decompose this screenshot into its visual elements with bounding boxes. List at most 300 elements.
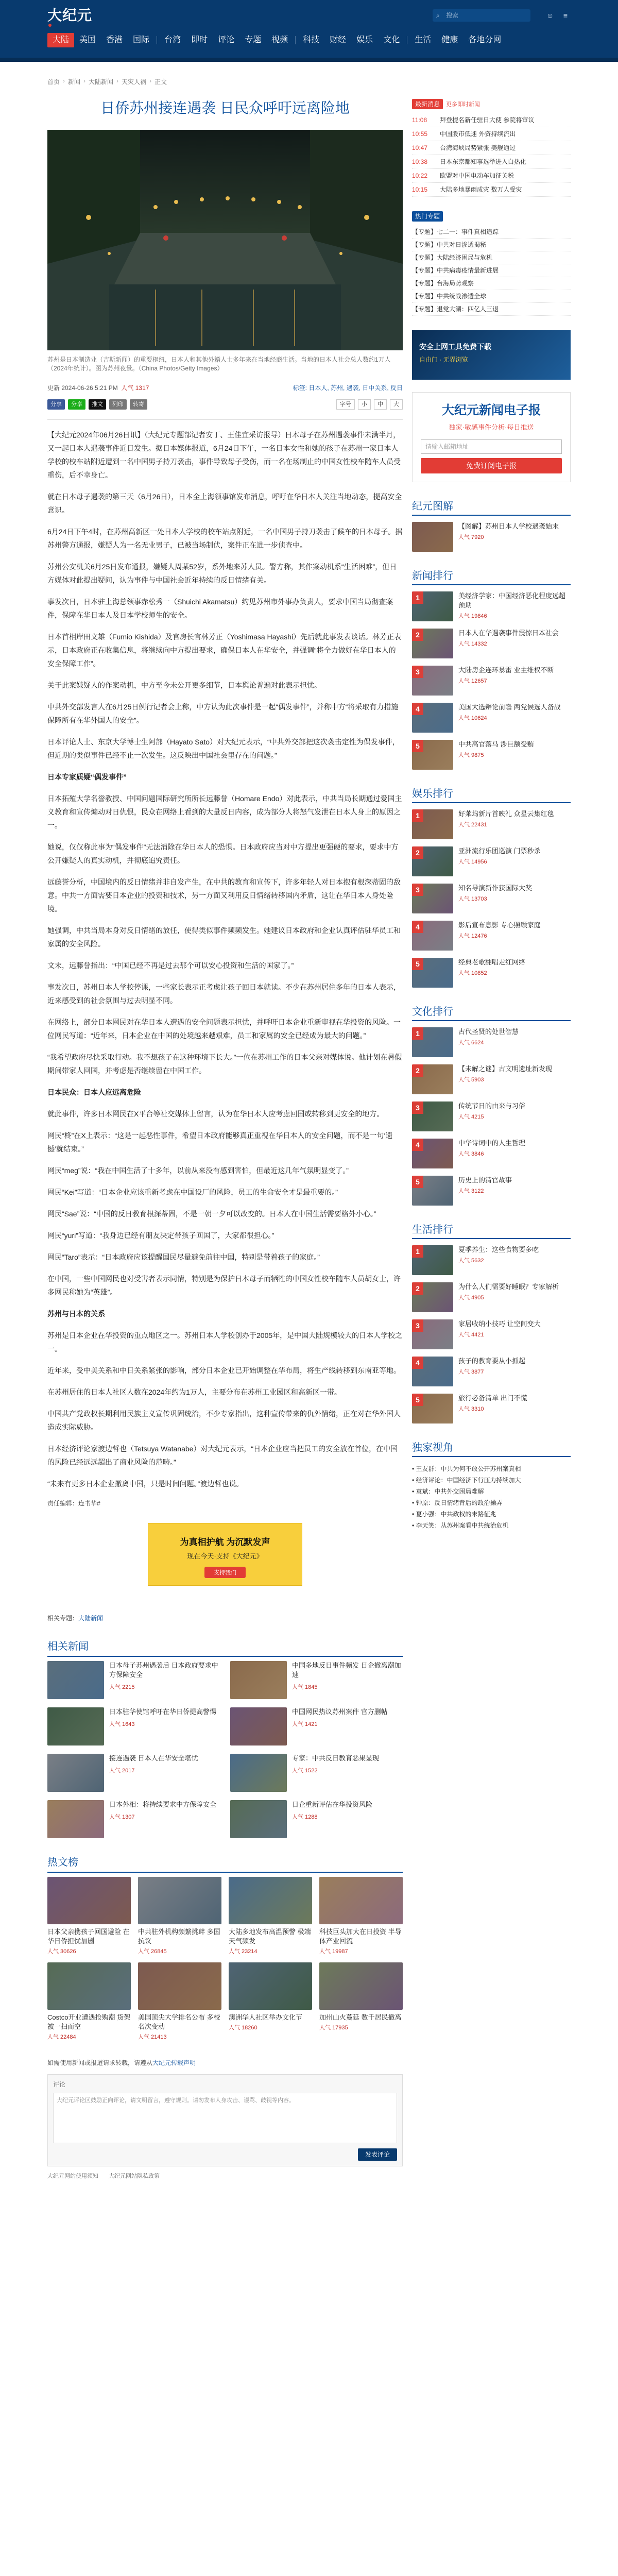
related-item[interactable] [47, 1661, 220, 1699]
breadcrumb-item: 正文 [154, 78, 167, 86]
thumbnail-image[interactable] [412, 1319, 453, 1349]
article-paragraph: 网民“meg”说：“我在中国生活了十多年，以前从来没有感到害怕，但最近这几年气氛明显变了。” [47, 1166, 349, 1175]
rank-text [458, 921, 541, 940]
related-title[interactable]: 日本母子苏州遇袭后 日本政府要求中方保障安全 [109, 1662, 218, 1679]
article-meta [47, 383, 403, 393]
dujia-item[interactable]: • 经济评论：中国经济下行压力持续加大 [412, 1477, 521, 1484]
rank-number: 2 [412, 846, 423, 859]
related-item[interactable] [230, 1661, 403, 1699]
rank-item[interactable] [412, 522, 571, 552]
breaking-item[interactable] [412, 169, 571, 183]
rank-title[interactable]: 旅行必备清单 出门不慌 [458, 1394, 527, 1402]
nav-item[interactable]: 国际 [133, 36, 150, 44]
thumbnail-image[interactable] [47, 1800, 104, 1838]
site-header [0, 0, 618, 58]
related-item[interactable] [47, 1707, 220, 1745]
rank-views: 人气 10624 [458, 715, 487, 721]
related-title[interactable]: 日企重新评估在华投资风险 [292, 1801, 373, 1808]
nav-item[interactable]: 专题 [245, 36, 262, 44]
nav-item[interactable]: 美国 [79, 36, 96, 44]
related-views: 人气 1845 [292, 1684, 318, 1690]
rank-number: 3 [412, 1319, 423, 1332]
breadcrumb-item[interactable]: 大陆新闻 [89, 78, 114, 86]
related-views: 人气 1307 [109, 1814, 135, 1820]
thumbnail-image[interactable] [319, 1962, 403, 2010]
nav-item[interactable]: 香港 [106, 36, 123, 44]
share-button[interactable]: 推文 [89, 399, 106, 410]
breaking-time: 10:38 [412, 158, 428, 165]
hot-title[interactable]: 澳洲华人社区举办文化节 [229, 2013, 303, 2021]
article-paragraph: 中共外交部发言人在6月25日例行记者会上称，中方认为此次事件是一起“偶发事件”，并称中方“将采取有力措施保障所有在华外国人的安全”。 [47, 703, 399, 724]
comment-section [47, 2074, 403, 2166]
related-views: 人气 1288 [292, 1814, 318, 1820]
breaking-time: 10:47 [412, 144, 428, 151]
hot-list [47, 1877, 403, 2041]
nav-item[interactable]: 台湾 [164, 36, 181, 44]
thumbnail-image[interactable] [412, 1101, 453, 1131]
user-icon[interactable]: ☺ [546, 11, 554, 20]
rank-text [458, 666, 554, 685]
nav-item[interactable]: 各地分网 [468, 36, 502, 44]
thumbnail-image[interactable] [47, 1707, 104, 1745]
rank-title[interactable]: 中共高官落马 涉巨额受贿 [458, 740, 534, 748]
topic-list [412, 226, 571, 316]
thumbnail-image[interactable] [412, 921, 453, 951]
breadcrumb-item[interactable]: 新闻 [68, 78, 81, 86]
comment-textarea[interactable]: 大纪元评论区鼓励正向评论，请文明留言，遵守规则。请勿发布人身攻击、谩骂、歧视等内容。 [53, 2093, 397, 2143]
share-button[interactable]: 分享 [47, 399, 65, 410]
rank-text [458, 846, 541, 866]
hot-item[interactable] [319, 1877, 403, 1955]
rank-title[interactable]: 孩子的教育要从小抓起 [458, 1357, 526, 1365]
email-field[interactable]: 请输入邮箱地址 [421, 439, 562, 454]
thumbnail-image[interactable] [412, 1027, 453, 1057]
rank-title[interactable]: 好莱坞新片首映礼 众星云集红毯 [458, 810, 554, 818]
newsletter-box [412, 392, 571, 482]
article-paragraph: 网民“柊”在X上表示：“这是一起恶性事件，希望日本政府能够真正重视在华日本人的安全问题，而不是一句‘遗憾’就结束。” [47, 1131, 393, 1153]
topic-item[interactable]: 【专题】中共对日渗透揭秘 [412, 239, 571, 251]
rank-item[interactable] [412, 884, 571, 913]
thumbnail-image[interactable] [47, 1962, 131, 2010]
topic-item[interactable]: 【专题】中共统战渗透全球 [412, 290, 571, 303]
rank-text [458, 1319, 541, 1338]
article-paragraph: 日本经济评论家渡边哲也（Tetsuya Watanabe）对大纪元表示，“日本企业应当把员工的安全放在首位，在中国的风险已经远远超出了商业风险的范畴。” [47, 1445, 398, 1466]
support-line2: 现在今天·支持《大纪元》 [187, 1552, 263, 1560]
rank-views: 人气 4215 [458, 1114, 484, 1120]
rank-item[interactable] [412, 591, 571, 621]
thumbnail-image[interactable] [229, 1877, 312, 1924]
breaking-item[interactable] [412, 155, 571, 169]
nav-divider [295, 36, 296, 44]
source-link[interactable]: 大陆新闻 [78, 1615, 104, 1622]
rank-title[interactable]: 日本人在华遇袭事件震惊日本社会 [458, 629, 559, 637]
rank-number: 4 [412, 1357, 423, 1369]
thumbnail-image[interactable] [412, 1139, 453, 1168]
thumbnail-image[interactable] [230, 1707, 287, 1745]
hot-views: 人气 21413 [138, 2034, 167, 2040]
share-button[interactable]: 转寄 [130, 399, 147, 410]
related-title[interactable]: 日本驻华使馆呼吁在华日侨提高警惕 [109, 1708, 217, 1716]
thumbnail-image[interactable] [138, 1877, 221, 1924]
thumbnail-image[interactable] [412, 591, 453, 621]
related-list [47, 1661, 403, 1838]
nav-item[interactable]: 评论 [218, 36, 235, 44]
dujia-list [412, 1463, 571, 1531]
rank-item[interactable] [412, 1176, 571, 1206]
article-paragraph: 在苏州居住的日本人社区人数在2024年约为1万人，主要分布在苏州工业园区和高新区一带。 [47, 1388, 341, 1396]
breaking-title[interactable]: 台湾海峡局势紧张 美舰通过 [440, 144, 516, 151]
main-nav [47, 33, 506, 47]
article-paragraph: 她说，仅仅称此事为“偶发事件”无法消除在华日本人的恐惧。日本政府应当对中方提出更强硬的要求，要求中方公开嫌疑人的真实动机，并彻底追究责任。 [47, 843, 399, 865]
site-logo[interactable]: 大纪元 [47, 7, 96, 24]
article-paragraph: 6月24日下午4时，在苏州高新区一处日本人学校的校车站点附近，一名中国男子持刀袭击了候车的日本母子。据苏州警方通报，嫌疑人为一名无业男子，已被当场制伏，案件正在进一步侦查中。 [47, 528, 403, 549]
rank-item[interactable] [412, 1101, 571, 1131]
related-item[interactable] [47, 1754, 220, 1792]
tools-ad-line2: 自由门 · 无界浏览 [419, 356, 468, 363]
article-paragraph: 日本首相岸田文雄（Fumio Kishida）及官房长官林芳正（Yoshimasa Hayashi）先后就此事发表谈话。林芳正表示，日本政府正在收集信息，将继续向中方提出要求，确保日本人在华安全，并强调“将全力做好在华日本人的安全保障工作”。 [47, 633, 402, 668]
article-paragraph: 网民“Kei”写道：“日本企业应该重新考虑在中国设厂的风险，员工的生命安全才是最重要的。” [47, 1188, 338, 1196]
article-paragraph: 在网络上，部分日本网民对在华日本人遭遇的安全问题表示担忧，并呼吁日本企业重新审视在华投资的风险。一位网民写道：“近年来，日本企业在中国的处境越来越艰难，员工和家属的安全已经成为最大的问题。” [47, 1018, 401, 1040]
topic-header [412, 210, 571, 223]
rank-item[interactable] [412, 703, 571, 733]
thumbnail-image[interactable] [412, 1394, 453, 1423]
rank-views: 人气 9875 [458, 752, 484, 758]
rank-number: 5 [412, 958, 423, 970]
thumbnail-image[interactable] [47, 1754, 104, 1792]
rank-title[interactable]: 美经济学家：中国经济恶化程度远超预期 [458, 592, 566, 609]
thumbnail-image[interactable] [230, 1661, 287, 1699]
related-item[interactable] [230, 1754, 403, 1792]
comment-submit-button[interactable]: 发表评论 [358, 2148, 397, 2161]
thumbnail-image[interactable] [412, 740, 453, 770]
graphics-list [412, 522, 571, 552]
nav-item[interactable]: 文化 [383, 36, 400, 44]
subscribe-button[interactable]: 免费订阅电子报 [421, 458, 562, 473]
rank-item[interactable] [412, 846, 571, 876]
hot-title[interactable]: 大陆多地发布高温预警 极端天气频发 [229, 1928, 311, 1945]
rank-title[interactable]: 历史上的清官故事 [458, 1176, 512, 1184]
rank-title[interactable]: 亚洲流行乐团巡演 门票秒杀 [458, 847, 541, 855]
article-paragraph: 就此事件，许多日本网民在X平台等社交媒体上留言，认为在华日本人应考虑回国或转移到更安全的地方。 [47, 1110, 384, 1118]
thumbnail-image[interactable] [412, 958, 453, 988]
tools-ad[interactable] [412, 330, 571, 380]
rank-number: 4 [412, 921, 423, 933]
article-subheading: 日本民众：日本人应远离危险 [47, 1088, 141, 1096]
rank-text [458, 1245, 539, 1264]
font-size-button: 字号 [336, 399, 355, 410]
nav-item[interactable]: 生活 [415, 36, 432, 44]
privacy-link[interactable]: 大纪元网站隐私政策 [109, 2173, 160, 2179]
rank-views: 人气 12657 [458, 678, 487, 684]
rank-views: 人气 3877 [458, 1369, 484, 1375]
topic-item[interactable]: 【专题】大陆经济困局与危机 [412, 251, 571, 264]
graphics-heading: 纪元图解 [412, 498, 571, 516]
thumbnail-image[interactable] [412, 1357, 453, 1386]
hot-item[interactable] [229, 1877, 312, 1955]
ent-rank-heading: 娱乐排行 [412, 785, 571, 803]
breaking-item[interactable] [412, 113, 571, 127]
rank-item[interactable] [412, 666, 571, 696]
rank-views: 人气 7920 [458, 534, 484, 540]
rank-item[interactable] [412, 1394, 571, 1423]
related-title[interactable]: 中国多地反日事件频发 日企撤离潮加速 [292, 1662, 401, 1679]
hot-views: 人气 30626 [47, 1948, 76, 1955]
rank-item[interactable] [412, 1245, 571, 1275]
header-tools [546, 11, 570, 20]
rank-views: 人气 3846 [458, 1151, 484, 1157]
thumbnail-image[interactable] [412, 1282, 453, 1312]
support-banner[interactable] [148, 1523, 302, 1586]
rank-text [458, 629, 559, 648]
rank-title[interactable]: 知名导演新作获国际大奖 [458, 884, 533, 892]
hot-title[interactable]: 中共驻外机构频繁挑衅 多国抗议 [138, 1928, 220, 1945]
view-count: 人气 1317 [121, 384, 149, 392]
rank-item[interactable] [412, 809, 571, 839]
topic-item[interactable]: 【专题】退党大潮：四亿人三退 [412, 303, 571, 316]
nav-item[interactable]: 健康 [441, 36, 458, 44]
search-input[interactable]: ⌕ 搜索 [433, 9, 530, 22]
menu-icon[interactable]: ≡ [563, 11, 568, 20]
rank-text [458, 958, 525, 977]
article-subheading: 日本专家质疑“偶发事件” [47, 773, 127, 781]
culture-rank-list [412, 1027, 571, 1206]
topic-item[interactable]: 【专题】七二一：事件真相追踪 [412, 226, 571, 239]
culture-rank-heading: 文化排行 [412, 1003, 571, 1021]
topic-tag: 热门专题 [412, 211, 443, 222]
rank-text [458, 1064, 552, 1083]
breaking-item[interactable] [412, 127, 571, 141]
thumbnail-image[interactable] [47, 1877, 131, 1924]
dujia-item[interactable]: • 钟原：反日情绪背后的政治操弄 [412, 1499, 503, 1506]
thumbnail-image[interactable] [412, 809, 453, 839]
hot-title[interactable]: Costco开业遭遇抢购潮 货架被一扫而空 [47, 2013, 131, 2030]
reprint-link[interactable]: 大纪元转载声明 [152, 2059, 196, 2066]
breaking-title[interactable]: 拜登提名新任驻日大使 参院将审议 [440, 116, 535, 124]
rank-item[interactable] [412, 740, 571, 770]
rank-number: 2 [412, 629, 423, 641]
rank-item[interactable] [412, 1357, 571, 1386]
rank-views: 人气 4421 [458, 1332, 484, 1338]
share-button[interactable]: 分享 [68, 399, 85, 410]
breadcrumb-item[interactable]: 天灾人祸 [122, 78, 147, 86]
breaking-title[interactable]: 日本东京都知事选举进入白热化 [440, 158, 527, 165]
article-tags[interactable]: 标签: 日本人, 苏州, 遇袭, 日中关系, 反日 [293, 384, 403, 392]
nav-item[interactable]: 即时 [191, 36, 208, 44]
rank-views: 人气 3122 [458, 1188, 484, 1194]
breaking-title[interactable]: 欧盟对中国电动车加征关税 [440, 172, 514, 179]
rank-text [458, 1027, 519, 1046]
rank-number: 4 [412, 1139, 423, 1151]
breaking-item[interactable] [412, 141, 571, 155]
breaking-header [412, 98, 571, 110]
thumbnail-image[interactable] [412, 703, 453, 733]
related-heading: 相关新闻 [47, 1638, 403, 1657]
rank-item[interactable] [412, 921, 571, 951]
article-paragraph: 事发次日，苏州日本人学校停课，一些家长表示正考虑让孩子回日本就读。不少在苏州居住多年的日本人表示，近来感受到的社会氛围与过去明显不同。 [47, 983, 401, 1005]
rank-views: 人气 19846 [458, 613, 487, 619]
rank-views: 人气 13703 [458, 896, 487, 902]
font-size-button[interactable]: 小 [358, 399, 371, 410]
thumbnail-image[interactable] [229, 1962, 312, 2010]
thumbnail-image[interactable] [412, 629, 453, 658]
thumbnail-image[interactable] [230, 1754, 287, 1792]
article-paragraph: 近年来，受中美关系和中日关系紧张的影响，部分日本企业已开始调整在华布局，将生产线转移到东南亚等地。 [47, 1366, 401, 1375]
breadcrumb-separator: › [63, 77, 65, 84]
rank-title[interactable]: 为什么人们需要好睡眠？专家解析 [458, 1283, 559, 1291]
hot-title[interactable]: 日本父亲携孩子回国避险 在华日侨担忧加剧 [47, 1928, 130, 1945]
breaking-tag: 最新消息 [412, 99, 443, 109]
dujia-item[interactable]: • 李天笑：从苏州案看中共统治危机 [412, 1522, 509, 1529]
nav-item[interactable]: 视频 [271, 36, 288, 44]
newsletter-subtitle: 独家·敏感事件分析·每日推送 [449, 423, 534, 431]
rank-title[interactable]: 中华诗词中的人生哲理 [458, 1139, 526, 1147]
thumbnail-image[interactable] [412, 666, 453, 696]
support-button[interactable]: 支持我们 [204, 1567, 246, 1578]
publish-date: 更新 2024-06-26 5:21 PM [47, 384, 118, 392]
news-rank-list [412, 591, 571, 770]
article-paragraph: 她强调，中共当局本身对反日情绪的放任，使得类似事件频频发生。她建议日本政府和企业认真评估驻华员工和家属的安全风险。 [47, 926, 401, 948]
rank-item[interactable] [412, 1064, 571, 1094]
breadcrumb-item[interactable]: 首页 [47, 78, 60, 86]
topic-item[interactable]: 【专题】台海局势观察 [412, 277, 571, 290]
rank-title[interactable]: 传统节日的由来与习俗 [458, 1102, 526, 1110]
breaking-title[interactable]: 中国股市低迷 外资持续流出 [440, 130, 516, 138]
related-views: 人气 1643 [109, 1721, 135, 1727]
related-title[interactable]: 接连遇袭 日本人在华安全堪忧 [109, 1754, 198, 1762]
dujia-item[interactable]: • 夏小强：中共政权的末路征兆 [412, 1511, 496, 1518]
article-paragraph: 在中国，一些中国网民也对受害者表示同情，特别是为保护日本母子而牺牲的中国女性校车随车人员胡女士，许多网民称她为“英雄”。 [47, 1275, 401, 1296]
dujia-item[interactable]: • 袁斌：中共外交困局难解 [412, 1488, 484, 1495]
related-item[interactable] [47, 1800, 220, 1838]
editor-credit: 责任编辑：连书华# [47, 1500, 100, 1507]
rank-item[interactable] [412, 958, 571, 988]
article-paragraph: “未来有更多日本企业撤离中国，只是时间问题。”渡边哲也说。 [47, 1480, 244, 1488]
rank-item[interactable] [412, 1319, 571, 1349]
related-title[interactable]: 专家：中共反日教育恶果显现 [292, 1754, 380, 1762]
rank-item[interactable] [412, 629, 571, 658]
hot-title[interactable]: 加州山火蔓延 数千居民撤离 [319, 2013, 402, 2021]
rank-text [458, 740, 534, 759]
article-paragraph: 苏州是日本企业在华投资的重点地区之一。苏州日本人学校创办于2005年，是中国大陆规模较大的日本人学校之一。 [47, 1331, 403, 1353]
rank-title[interactable]: 大陆房企连环暴雷 业主维权不断 [458, 666, 554, 674]
rank-text [458, 884, 532, 903]
rank-text [458, 1394, 527, 1413]
hot-item[interactable] [319, 1962, 403, 2041]
breaking-list [412, 113, 571, 197]
thumbnail-image[interactable] [412, 884, 453, 913]
hot-item[interactable] [138, 1962, 221, 2041]
related-views: 人气 1522 [292, 1768, 318, 1774]
comment-footer [47, 2172, 403, 2180]
rank-number: 1 [412, 1245, 423, 1258]
rank-item[interactable] [412, 1282, 571, 1312]
thumbnail-image[interactable] [319, 1877, 403, 1924]
hot-item[interactable] [229, 1962, 312, 2041]
breaking-more-link[interactable]: 更多即时新闻 [446, 101, 480, 108]
related-views: 人气 2017 [109, 1768, 135, 1774]
rank-title[interactable]: 影后宣布息影 专心照顾家庭 [458, 921, 541, 929]
thumbnail-image[interactable] [230, 1800, 287, 1838]
thumbnail-image[interactable] [47, 1661, 104, 1699]
hot-title[interactable]: 科技巨头加大在日投资 半导体产业回流 [319, 1928, 402, 1945]
rank-title[interactable]: 经典老歌翻唱走红网络 [458, 958, 526, 966]
thumbnail-image[interactable] [412, 1176, 453, 1206]
search-icon: ⌕ [436, 12, 440, 19]
related-title[interactable]: 中国网民热议苏州案件 官方删帖 [292, 1708, 388, 1716]
rank-item[interactable] [412, 1027, 571, 1057]
breaking-item[interactable] [412, 183, 571, 197]
nav-item[interactable]: 科技 [303, 36, 320, 44]
rank-views: 人气 4905 [458, 1295, 484, 1301]
related-text [292, 1754, 379, 1792]
terms-link[interactable]: 大纪元网站使用须知 [47, 2173, 98, 2179]
thumbnail-image[interactable] [412, 1245, 453, 1275]
related-item[interactable] [230, 1707, 403, 1745]
article-paragraph: 苏州公安机关6月25日发布通报，嫌疑人周某52岁，系外地来苏人员。警方称，其作案动机系“生活困难”，但日方媒体对此提出疑问，认为事件与中国社会近年持续的反日情绪有关。 [47, 563, 397, 584]
rank-title[interactable]: 美国大选辩论前瞻 两党候选人备战 [458, 703, 561, 711]
hot-item[interactable] [138, 1877, 221, 1955]
rank-text [458, 1139, 525, 1158]
article-paragraph: 日本拓殖大学名誉教授、中国问题国际研究所所长远藤誉（Homare Endo）对此表示，中共当局长期通过爱国主义教育和宣传煽动对日仇恨，民众在网络上看到的大量反日内容，成为部分人将怒气发泄在日本人身上的原因之一。 [47, 794, 402, 829]
hot-item[interactable] [47, 1962, 131, 2041]
topic-item[interactable]: 【专题】中共病毒疫情最新进展 [412, 264, 571, 277]
font-size-button[interactable]: 中 [374, 399, 387, 410]
rank-views: 人气 5903 [458, 1077, 484, 1083]
rank-title[interactable]: 【图解】苏州日本人学校遇袭始末 [458, 522, 559, 530]
hot-views: 人气 18260 [229, 2025, 258, 2031]
rank-number: 4 [412, 703, 423, 715]
rank-title[interactable]: 夏季养生：这些食物要多吃 [458, 1246, 539, 1253]
article-paragraph: 文末，远藤誉指出：“中国已经不再是过去那个可以安心投资和生活的国家了。” [47, 961, 294, 970]
breaking-time: 10:15 [412, 186, 428, 193]
related-views: 人气 2215 [109, 1684, 135, 1690]
rank-title[interactable]: 古代圣贤的处世智慧 [458, 1028, 519, 1036]
rank-text [458, 1282, 559, 1301]
rank-item[interactable] [412, 1139, 571, 1168]
hot-item[interactable] [47, 1877, 131, 1955]
rank-number: 5 [412, 740, 423, 752]
hot-title[interactable]: 美国顶尖大学排名公布 多校名次变动 [138, 2013, 220, 2030]
rank-number: 2 [412, 1282, 423, 1295]
rank-views: 人气 3310 [458, 1406, 484, 1412]
breadcrumb-separator: › [83, 77, 86, 84]
rank-views: 人气 14956 [458, 859, 487, 865]
comment-header: 评论 [53, 2081, 66, 2088]
article-paragraph: 远藤誉分析，中国境内的反日情绪并非自发产生，在中共的教育和宣传下，许多年轻人对日本抱有根深蒂固的敌意。中共一方面需要日本企业的投资和技术，另一方面又利用反日情绪转移国内矛盾，这让在华日本人身处险境。 [47, 878, 401, 913]
nav-item[interactable]: 财经 [330, 36, 347, 44]
thumbnail-image[interactable] [138, 1962, 221, 2010]
thumbnail-image[interactable] [412, 522, 453, 552]
related-views: 人气 1421 [292, 1721, 318, 1727]
rank-title[interactable]: 【未解之谜】古文明遗址新发现 [458, 1065, 553, 1073]
related-title[interactable]: 日本外相：将持续要求中方保障安全 [109, 1801, 217, 1808]
rank-text [458, 1357, 525, 1376]
nav-item[interactable]: 娱乐 [356, 36, 373, 44]
font-size-button[interactable]: 大 [390, 399, 403, 410]
article-paragraph: 中国共产党政权长期利用民族主义宣传巩固统治，不少专家指出，这种宣传带来的仇外情绪，正在对在华外国人造成实际威胁。 [47, 1410, 401, 1431]
article-photo [47, 130, 403, 350]
breaking-title[interactable]: 大陆多地暴雨成灾 数万人受灾 [440, 186, 522, 193]
rank-title[interactable]: 家居收纳小技巧 让空间变大 [458, 1320, 541, 1328]
dujia-heading: 独家视角 [412, 1439, 571, 1457]
thumbnail-image[interactable] [412, 846, 453, 876]
thumbnail-image[interactable] [412, 1064, 453, 1094]
dujia-item[interactable]: • 王友群：中共为何不敢公开苏州案真相 [412, 1465, 521, 1472]
share-button[interactable]: 列印 [109, 399, 127, 410]
nav-item[interactable]: 大陆 [47, 33, 74, 47]
related-text [109, 1707, 216, 1745]
related-item[interactable] [230, 1800, 403, 1838]
